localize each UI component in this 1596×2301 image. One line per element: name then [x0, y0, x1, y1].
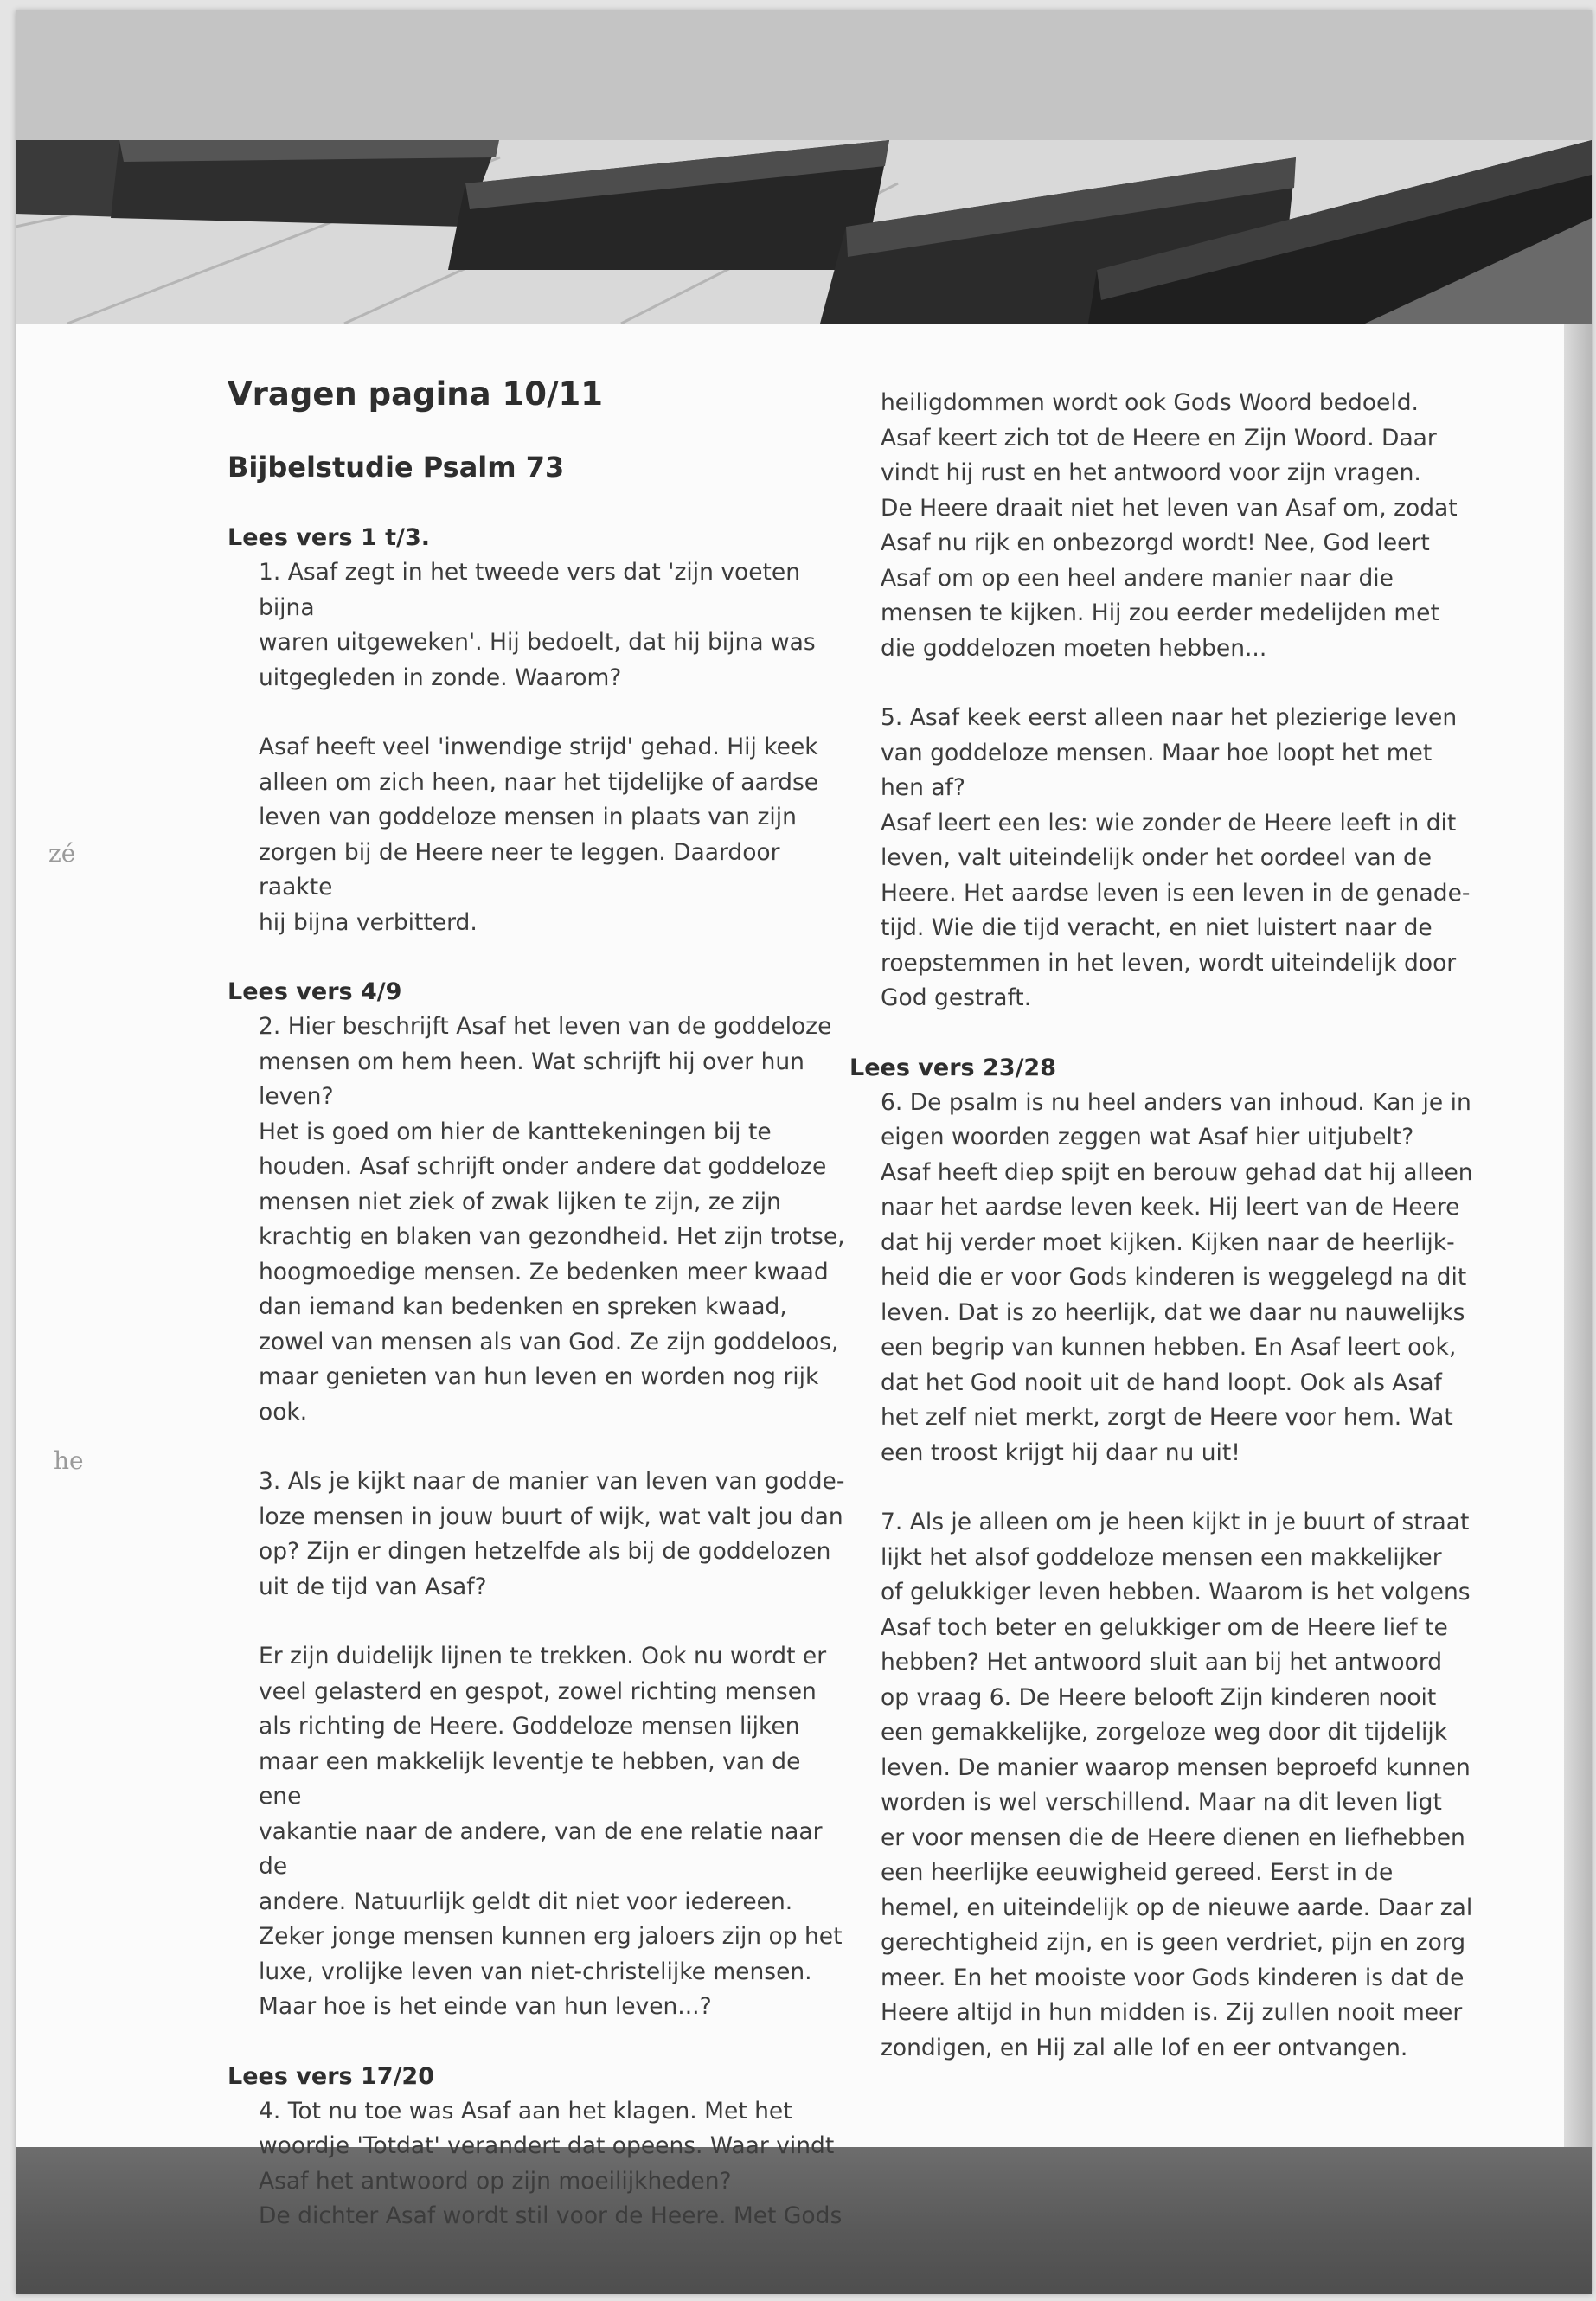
study-title: Bijbelstudie Psalm 73	[228, 451, 565, 484]
margin-fragment: zé	[48, 839, 76, 868]
right-column	[849, 386, 1503, 2066]
question-4: 4. Tot nu toe was Asaf aan het klagen. Met het woordje 'Totdat' verandert dat opeens. Waar vindt Asaf het antwoord op zijn moeilijkheden?	[259, 2097, 835, 2195]
page-title: Vragen pagina 10/11	[228, 375, 603, 413]
question-5: 5. Asaf keek eerst alleen naar het plezierige leven van goddeloze mensen. Maar hoe loopt het met hen af?	[881, 704, 1458, 801]
question-3: 3. Als je kijkt naar de manier van leven van godde- loze mensen in jouw buurt of wijk, wat valt jou dan op? Zijn er dingen hetzelfde als bij de goddelozen uit de tijd van Asaf?	[259, 1468, 845, 1600]
left-column	[228, 374, 850, 2234]
section-heading: Lees vers 4/9	[228, 978, 402, 1005]
question-6: 6. De psalm is nu heel anders van inhoud. Kan je in eigen woorden zeggen wat Asaf hier uitjubelt?	[881, 1088, 1471, 1150]
question-2: 2. Hier beschrijft Asaf het leven van de goddeloze mensen om hem heen. Wat schrijft hij over hun leven?	[259, 1013, 832, 1110]
piano-keys-photo	[16, 10, 1592, 324]
section-heading: Lees vers 23/28	[849, 1054, 1057, 1081]
answer-2: Het is goed om hier de kanttekeningen bij te houden. Asaf schrijft onder andere dat goddeloze mensen niet ziek of zwak lijken te zijn, ze zijn krachtig en blaken van gezondheid. Het zijn trotse, hoogmoedige mensen. Ze bedenken meer kwaad dan iemand kan bedenken en spreken kwaad, zowel van mensen als van God. Ze zijn goddeloos, maar genieten van hun leven en worden nog rijk ook.	[259, 1118, 845, 1426]
answer-6: Asaf heeft diep spijt en berouw gehad dat hij alleen naar het aardse leven keek. Hij leert van de Heere dat hij verder moet kijken. Kijken naar de heerlijk- heid die er voor Gods kinderen is weggelegd na dit leven. Dat is zo heerlijk, dat we daar nu nauwelijks een begrip van kunnen hebben. En Asaf leert ook, dat het God nooit uit de hand loopt. Ook als Asaf het zelf niet merkt, zorgt de Heere voor hem. Wat een troost krijgt hij daar nu uit!	[881, 1158, 1473, 1466]
margin-fragment: he	[54, 1446, 84, 1475]
answer-3: Er zijn duidelijk lijnen te trekken. Ook nu wordt er veel gelasterd en gespot, zowel richting mensen als richting de Heere. Goddeloze mensen lijken maar een makkelijk leventje te hebben, van de ene vakantie naar de andere, van de ene relatie naar de andere. Natuurlijk geldt dit niet voor iedereen. Zeker jonge mensen kunnen erg jaloers zijn op het luxe, vrolijke leven van niet-christelijke mensen. Maar hoe is het einde van hun leven...?	[259, 1643, 843, 2020]
question-7: 7. Als je alleen om je heen kijkt in je buurt of straat lijkt het alsof goddeloze mensen een makkelijker of gelukkiger leven hebben. Waarom is het volgens Asaf toch beter en gelukkiger om de Heere lief te hebben? Het antwoord sluit aan bij het antwoord op vraag 6. De Heere belooft Zijn kinderen nooit een gemakkelijke, zorgeloze weg door dit tijdelijk leven. De manier waarop mensen beproefd kunnen worden is wel verschillend. Maar na dit leven ligt er voor mensen die de Heere dienen en liefhebben een heerlijke eeuwigheid gereed. Eerst in de hemel, en uiteindelijk op de nieuwe aarde. Daar zal gerechtigheid zijn, en is geen verdriet, pijn en zorg meer. En het mooiste voor Gods kinderen is dat de Heere altijd in hun midden is. Zij zullen nooit meer zondigen, en Hij zal alle lof en eer ontvangen.	[881, 1509, 1473, 2061]
answer-5: Asaf leert een les: wie zonder de Heere leeft in dit leven, valt uiteindelijk onder het oordeel van de Heere. Het aardse leven is een leven in de genade- tijd. Wie die tijd veracht, en niet luistert naar de roepstemmen in het leven, wordt uiteindelijk door God gestraft.	[881, 809, 1471, 1011]
section-heading: Lees vers 17/20	[228, 2062, 435, 2090]
page-edge-shadow	[1564, 324, 1592, 2147]
page-sheet	[16, 10, 1592, 2294]
question-1: 1. Asaf zegt in het tweede vers dat 'zijn voeten bijna waren uitgeweken'. Hij bedoelt, dat hij bijna was uitgegleden in zonde. Waarom?	[259, 559, 816, 691]
answer-4-continued: heiligdommen wordt ook Gods Woord bedoeld. Asaf keert zich tot de Heere en Zijn Woord. Daar vindt hij rust en het antwoord voor zijn vragen. De Heere draait niet het leven van Asaf om, zodat Asaf nu rijk en onbezorgd wordt! Nee, God leert Asaf om op een heel andere manier naar die mensen te kijken. Hij zou eerder medelijden met die goddelozen moeten hebben...	[881, 389, 1458, 662]
answer-1: Asaf heeft veel 'inwendige strijd' gehad. Hij keek alleen om zich heen, naar het tijdelijke of aardse leven van goddeloze mensen in plaats van zijn zorgen bij de Heere neer te leggen. Daardoor raakte hij bijna verbitterd.	[259, 734, 819, 936]
answer-4-start: De dichter Asaf wordt stil voor de Heere. Met Gods	[259, 2202, 843, 2229]
piano-keys-illustration	[16, 10, 1592, 324]
section-heading: Lees vers 1 t/3.	[228, 524, 430, 551]
